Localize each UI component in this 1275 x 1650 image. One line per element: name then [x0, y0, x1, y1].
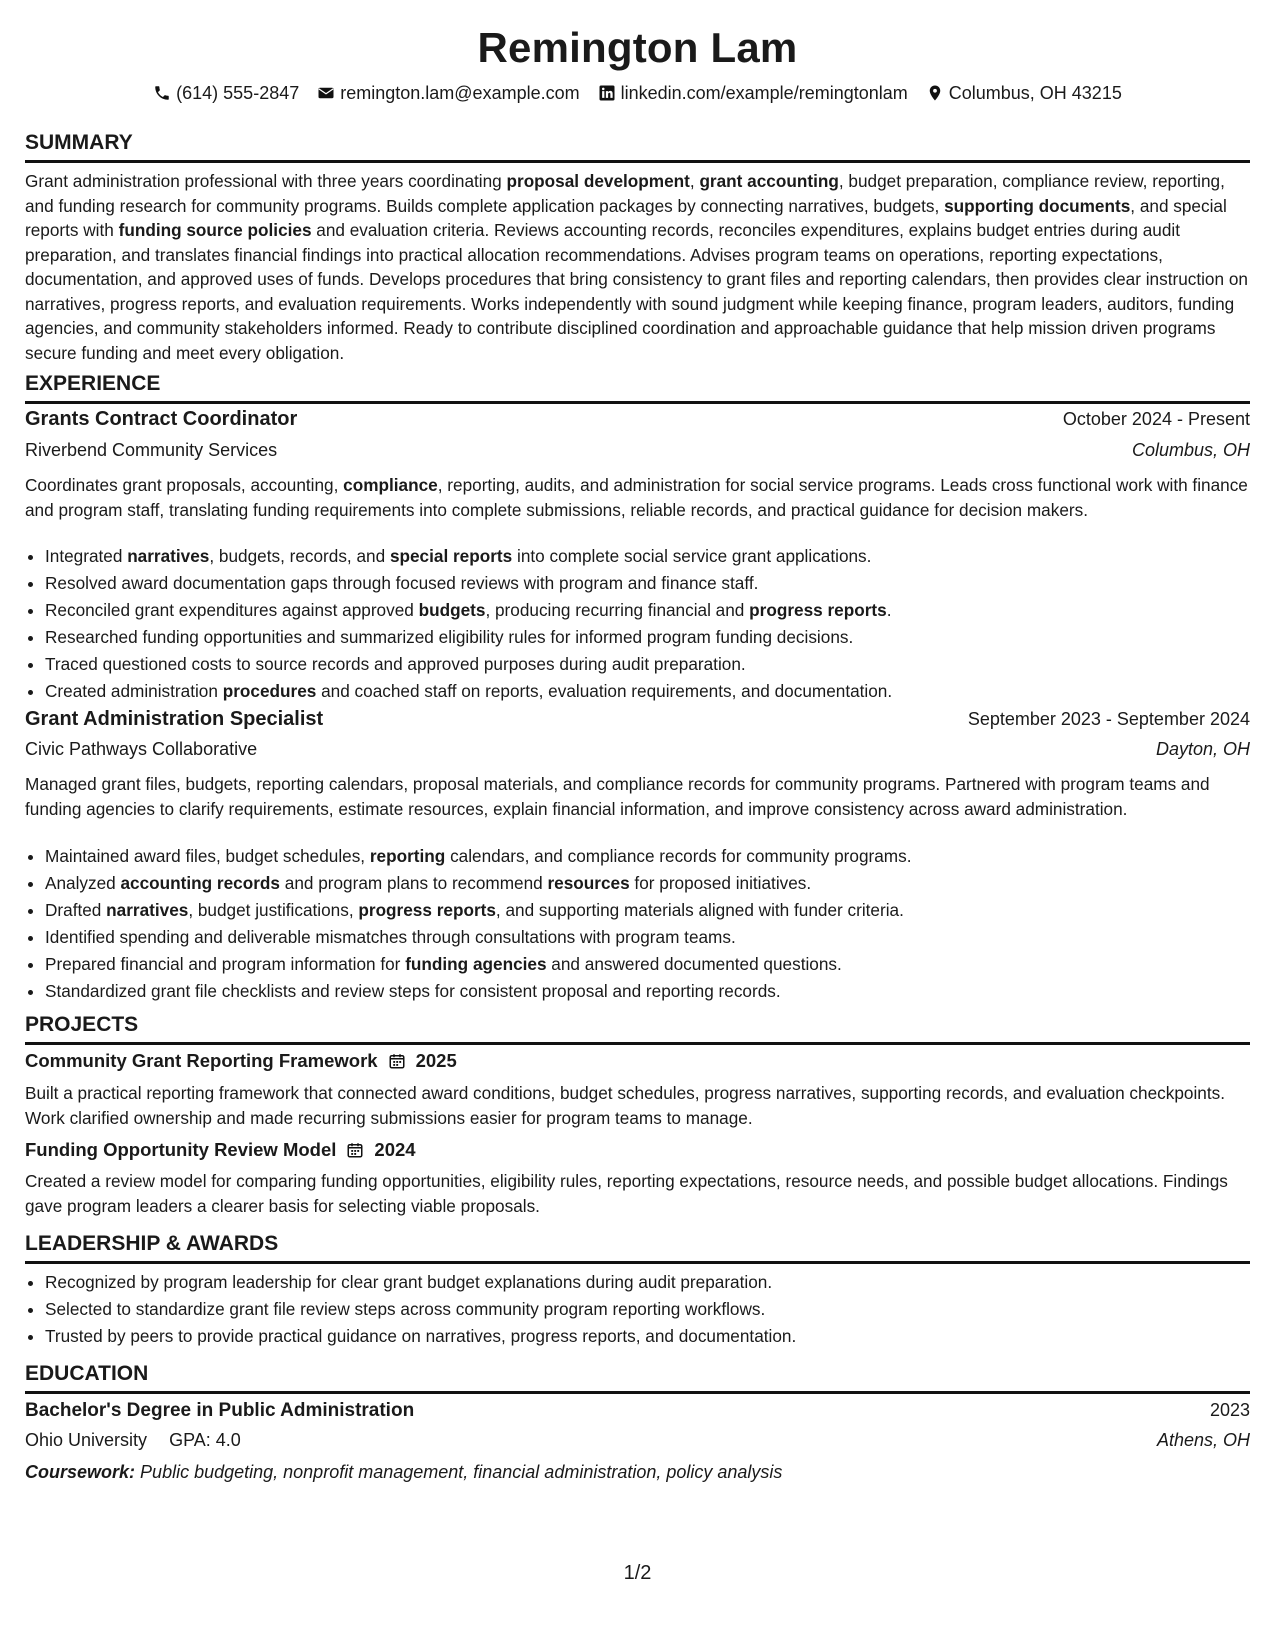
education-heading: EDUCATION: [25, 1361, 1250, 1394]
text-span: Reconciled grant expenditures against approved: [45, 600, 419, 620]
text-span: .: [886, 600, 892, 620]
school-name: Ohio University: [25, 1430, 148, 1450]
bold-text: resources: [547, 873, 630, 893]
text-span: , budget justifications,: [188, 900, 359, 920]
bold-text: special reports: [389, 546, 513, 566]
text-span: Created administration: [45, 681, 223, 701]
map-pin-icon: [926, 84, 944, 102]
education-school-row: [25, 1430, 1250, 1451]
text-span: Prepared financial and program information for: [45, 954, 406, 974]
calendar-icon: [388, 1052, 406, 1070]
list-item: [45, 870, 1250, 897]
gpa: GPA: 4.0: [169, 1430, 241, 1450]
coursework-label: Coursework:: [25, 1462, 136, 1482]
text-span: , budget preparation, compliance review, reporting, and funding research for community programs. Builds complete application packages by connecting narratives, budgets,: [25, 171, 1225, 216]
contact-email[interactable]: [317, 83, 579, 104]
text-span: Managed grant files, budgets, reporting calendars, proposal materials, and compliance records for community programs. Partnered with program teams and funding agencies to clarify requirements, estimate resources, explain financial information, and improve consistency across award administration.: [25, 774, 1210, 819]
project-year: 2025: [415, 1050, 457, 1071]
contact-phone: [153, 83, 299, 104]
job-1-org-row: [25, 440, 1250, 461]
job-dates: September 2023 - September 2024: [967, 709, 1250, 729]
project-1-title-row: [25, 1050, 457, 1072]
experience-heading: EXPERIENCE: [25, 371, 1250, 404]
text-span: Resolved award documentation gaps through focused reviews with program and finance staff.: [45, 573, 759, 593]
text-span: calendars, and compliance records for community programs.: [445, 846, 912, 866]
project-2-description: Created a review model for comparing funding opportunities, eligibility rules, reporting expectations, resource needs, and possible budget allocations. Findings gave program leaders a clearer basis for selecting viable proposals.: [25, 1171, 1228, 1216]
text-span: Identified spending and deliverable mismatches through consultations with program teams.: [45, 927, 736, 947]
job-2-header: [25, 708, 1250, 731]
bold-text: narratives: [106, 900, 189, 920]
text-span: Traced questioned costs to source records and approved purposes during audit preparation.: [45, 654, 746, 674]
contact-bar: [25, 80, 1250, 106]
envelope-icon: [317, 84, 335, 102]
text-span: Coordinates grant proposals, accounting,: [25, 475, 344, 495]
project-year: 2024: [374, 1139, 416, 1160]
job-1-description: [25, 473, 1250, 522]
project-1-description: Built a practical reporting framework that connected award conditions, budget schedules, progress narratives, supporting records, and evaluation checkpoints. Work clarified ownership and made recurring submissions easier for program teams to manage.: [25, 1083, 1225, 1128]
job-2-description: [25, 772, 1250, 821]
text-span: , and special reports with: [25, 195, 1227, 240]
job-org: Civic Pathways Collaborative: [25, 739, 258, 759]
text-span: ,: [689, 171, 700, 191]
contact-linkedin[interactable]: [598, 83, 908, 104]
leadership-bullets: [25, 1269, 1250, 1350]
leadership-heading: LEADERSHIP & AWARDS: [25, 1231, 1250, 1264]
bold-text: compliance: [343, 475, 438, 495]
calendar-icon: [346, 1141, 364, 1159]
text-span: , producing recurring financial and: [485, 600, 750, 620]
list-item: [45, 624, 1250, 651]
list-item: [45, 597, 1250, 624]
list-item: • Trusted by peers to provide practical guidance on narratives, progress reports, and documentation.: [45, 1323, 1250, 1350]
list-item: [45, 651, 1250, 678]
job-location: Columbus, OH: [1131, 440, 1250, 460]
text-span: Grant administration professional with three years coordinating: [25, 171, 507, 191]
bold-text: reporting: [369, 846, 446, 866]
text-span: Integrated: [45, 546, 128, 566]
text-span: Drafted: [45, 900, 107, 920]
location-text: Columbus, OH 43215: [948, 82, 1122, 103]
job-dates: October 2024 - Present: [1062, 409, 1250, 429]
job-location: Dayton, OH: [1155, 739, 1250, 759]
contact-location: [926, 83, 1122, 104]
job-1-header: [25, 408, 1250, 431]
summary-text: [25, 169, 1250, 365]
bold-text: grant accounting: [699, 171, 839, 191]
text-span: and coached staff on reports, evaluation requirements, and documentation.: [316, 681, 893, 701]
text-span: , and supporting materials aligned with funder criteria.: [495, 900, 904, 920]
text-span: and program plans to recommend: [279, 873, 548, 893]
bold-text: progress reports: [749, 600, 887, 620]
coursework-text: Public budgeting, nonprofit management, financial administration, policy analysis: [140, 1462, 783, 1482]
job-title: Grant Administration Specialist: [25, 708, 324, 730]
bold-text: funding source policies: [118, 220, 312, 240]
bold-text: accounting records: [120, 873, 280, 893]
resume-page: [25, 0, 1250, 1482]
list-item: • Selected to standardize grant file review steps across community program reporting workflows.: [45, 1296, 1250, 1323]
bold-text: proposal development: [506, 171, 690, 191]
email-text: remington.lam@example.com: [340, 82, 580, 103]
text-span: Standardized grant file checklists and review steps for consistent proposal and reporting records.: [45, 981, 781, 1001]
candidate-name: Remington Lam: [477, 24, 798, 71]
bold-text: funding agencies: [405, 954, 547, 974]
job-title: Grants Contract Coordinator: [25, 408, 298, 430]
list-item: [45, 570, 1250, 597]
list-item: • Recognized by program leadership for clear grant budget explanations during audit preparation.: [45, 1269, 1250, 1296]
bold-text: procedures: [222, 681, 317, 701]
list-item: [45, 543, 1250, 570]
list-item: [45, 924, 1250, 951]
project-title: Community Grant Reporting Framework: [25, 1050, 378, 1071]
list-item: [45, 897, 1250, 924]
project-2-title-row: [25, 1139, 416, 1161]
graduation-year: 2023: [1209, 1400, 1250, 1420]
text-span: and answered documented questions.: [546, 954, 842, 974]
text-span: Maintained award files, budget schedules,: [45, 846, 370, 866]
phone-text: (614) 555-2847: [176, 82, 300, 103]
text-span: into complete social service grant applications.: [512, 546, 872, 566]
list-item: [45, 678, 1250, 705]
project-title: Funding Opportunity Review Model: [25, 1139, 337, 1160]
text-span: Researched funding opportunities and summarized eligibility rules for informed program funding decisions.: [45, 627, 854, 647]
job-2-org-row: [25, 739, 1250, 760]
linkedin-icon: [598, 84, 616, 102]
job-1-bullets: [25, 543, 1250, 705]
bold-text: budgets: [418, 600, 486, 620]
text-span: and evaluation criteria. Reviews accounting records, reconciles expenditures, explains budget entries during audit preparation, and translates financial findings into practical allocation recommendations. Advises program teams on operations, reporting expectations, documentation, and approved uses of funds. Develops procedures that bring consistency to grant files and reporting calendars, then provides clear instruction on narratives, progress reports, and evaluation requirements. Works independently with sound judgment while keeping finance, program leaders, auditors, funding agencies, and community stakeholders informed. Ready to contribute disciplined coordination and approachable guidance that help mission driven programs secure funding and meet every obligation.: [25, 220, 1248, 363]
page-number: 1/2: [623, 1562, 652, 1584]
linkedin-text: linkedin.com/example/remingtonlam: [620, 82, 908, 103]
text-span: , budgets, records, and: [209, 546, 390, 566]
degree: Bachelor's Degree in Public Administration: [25, 1400, 415, 1421]
list-item: [45, 978, 1250, 1005]
bold-text: progress reports: [358, 900, 496, 920]
text-span: Analyzed: [45, 873, 121, 893]
school-line: [25, 1430, 241, 1451]
coursework-line: [25, 1460, 1250, 1485]
projects-heading: PROJECTS: [25, 1012, 1250, 1045]
list-item: [45, 951, 1250, 978]
education-header: [25, 1400, 1250, 1422]
text-span: for proposed initiatives.: [629, 873, 812, 893]
school-location: Athens, OH: [1156, 1430, 1250, 1450]
list-item: [45, 843, 1250, 870]
summary-heading: SUMMARY: [25, 130, 1250, 163]
bold-text: narratives: [127, 546, 210, 566]
bold-text: supporting documents: [944, 195, 1131, 216]
text-span: , reporting, audits, and administration for social service programs. Leads cross functional work with finance and program staff, translating funding requirements into complete submissions, reliable records, and practical guidance for decision makers.: [25, 475, 1248, 520]
job-2-bullets: [25, 843, 1250, 1005]
job-org: Riverbend Community Services: [25, 440, 278, 460]
phone-icon: [153, 84, 171, 102]
